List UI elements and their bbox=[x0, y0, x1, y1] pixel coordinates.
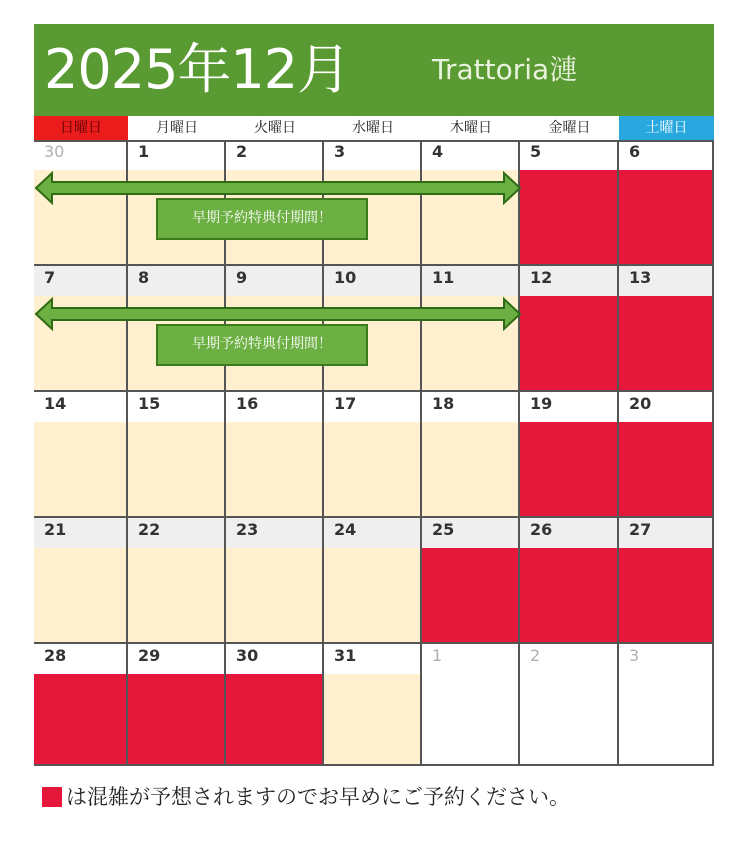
day-cell-status-busy bbox=[520, 422, 617, 516]
day-number: 1 bbox=[138, 142, 150, 161]
day-cell[interactable] bbox=[619, 392, 714, 518]
weekday-label: 火曜日 bbox=[254, 120, 296, 136]
day-cell[interactable] bbox=[226, 644, 324, 766]
day-cell-status-empty bbox=[619, 674, 712, 764]
day-number: 1 bbox=[432, 646, 443, 665]
day-cell-status-busy bbox=[520, 296, 617, 390]
day-number: 20 bbox=[629, 394, 652, 413]
day-cell[interactable] bbox=[520, 266, 619, 392]
day-cell[interactable] bbox=[128, 392, 226, 518]
day-cell-status-busy bbox=[520, 170, 617, 264]
shop-name: Trattoria漣 bbox=[432, 53, 578, 86]
day-number: 25 bbox=[432, 520, 455, 539]
weekday-label: 水曜日 bbox=[352, 120, 394, 136]
day-cell[interactable] bbox=[128, 644, 226, 766]
day-cell-status-busy bbox=[619, 422, 712, 516]
day-number: 2 bbox=[236, 142, 248, 161]
legend-note bbox=[42, 782, 570, 812]
day-number: 13 bbox=[629, 268, 652, 287]
day-cell[interactable] bbox=[34, 392, 128, 518]
day-cell[interactable] bbox=[34, 518, 128, 644]
day-number: 17 bbox=[334, 394, 357, 413]
day-number: 11 bbox=[432, 268, 455, 287]
day-number: 24 bbox=[334, 520, 357, 539]
weekday-label: 金曜日 bbox=[548, 120, 591, 136]
day-cell[interactable] bbox=[520, 392, 619, 518]
day-cell[interactable] bbox=[226, 518, 324, 644]
day-cell-status-early bbox=[226, 548, 322, 642]
calendar-header bbox=[34, 24, 714, 116]
day-cell-status-empty bbox=[422, 674, 518, 764]
day-number: 5 bbox=[530, 142, 542, 161]
early-period-badge: 早期予約特典付期間！ bbox=[156, 324, 368, 366]
day-cell[interactable] bbox=[520, 518, 619, 644]
calendar-grid bbox=[34, 140, 714, 766]
day-number: 19 bbox=[530, 394, 553, 413]
day-number: 12 bbox=[530, 268, 553, 287]
day-cell-status-busy bbox=[520, 548, 617, 642]
day-cell-status-early bbox=[34, 422, 126, 516]
day-cell-status-empty bbox=[520, 674, 617, 764]
day-number: 27 bbox=[629, 520, 652, 539]
day-cell-status-early bbox=[128, 548, 224, 642]
day-cell-status-busy bbox=[619, 548, 712, 642]
day-number: 8 bbox=[138, 268, 150, 287]
day-number: 15 bbox=[138, 394, 161, 413]
day-number: 3 bbox=[334, 142, 346, 161]
day-cell-status-busy bbox=[619, 296, 712, 390]
weekday-label: 日曜日 bbox=[34, 116, 128, 140]
day-number: 23 bbox=[236, 520, 259, 539]
day-cell-status-early bbox=[422, 422, 518, 516]
weekday-row bbox=[34, 116, 714, 140]
day-cell[interactable] bbox=[619, 266, 714, 392]
day-number: 22 bbox=[138, 520, 161, 539]
day-number: 4 bbox=[432, 142, 444, 161]
day-cell-status-early bbox=[324, 422, 420, 516]
weekday-label: 土曜日 bbox=[619, 116, 714, 140]
day-number: 2 bbox=[530, 646, 541, 665]
legend-text: は混雑が予想されますのでお早めにご予約ください。 bbox=[66, 785, 570, 809]
day-cell-status-busy bbox=[422, 548, 518, 642]
day-number: 30 bbox=[44, 142, 65, 161]
day-cell-status-busy bbox=[34, 674, 126, 764]
day-cell[interactable] bbox=[422, 518, 520, 644]
day-cell[interactable] bbox=[422, 644, 520, 766]
day-cell-status-early bbox=[34, 548, 126, 642]
day-cell[interactable] bbox=[34, 644, 128, 766]
busy-color-swatch bbox=[42, 787, 62, 807]
day-cell[interactable] bbox=[619, 518, 714, 644]
day-cell[interactable] bbox=[520, 140, 619, 266]
day-number: 31 bbox=[334, 646, 357, 665]
day-cell[interactable] bbox=[324, 644, 422, 766]
day-cell-status-early bbox=[226, 422, 322, 516]
day-number: 6 bbox=[629, 142, 641, 161]
day-cell-status-busy bbox=[226, 674, 322, 764]
day-number: 29 bbox=[138, 646, 161, 665]
day-number: 3 bbox=[629, 646, 640, 665]
day-number: 9 bbox=[236, 268, 248, 287]
day-cell-status-busy bbox=[128, 674, 224, 764]
day-number: 16 bbox=[236, 394, 259, 413]
day-number: 14 bbox=[44, 394, 67, 413]
early-period-badge: 早期予約特典付期間！ bbox=[156, 198, 368, 240]
day-cell[interactable] bbox=[324, 392, 422, 518]
month-title: 2025年12月 bbox=[44, 38, 351, 101]
day-number: 26 bbox=[530, 520, 553, 539]
day-number: 10 bbox=[334, 268, 357, 287]
day-cell[interactable] bbox=[520, 644, 619, 766]
day-cell-status-busy bbox=[619, 170, 712, 264]
day-cell[interactable] bbox=[619, 140, 714, 266]
day-cell[interactable] bbox=[324, 518, 422, 644]
day-cell[interactable] bbox=[128, 518, 226, 644]
day-number: 21 bbox=[44, 520, 67, 539]
day-cell[interactable] bbox=[226, 392, 324, 518]
day-cell[interactable] bbox=[619, 644, 714, 766]
day-cell-status-early bbox=[324, 548, 420, 642]
day-cell-status-early bbox=[128, 422, 224, 516]
day-number: 18 bbox=[432, 394, 455, 413]
day-number: 7 bbox=[44, 268, 56, 287]
day-cell-status-early bbox=[324, 674, 420, 764]
day-number: 28 bbox=[44, 646, 67, 665]
day-number: 30 bbox=[236, 646, 259, 665]
day-cell[interactable] bbox=[422, 392, 520, 518]
grid-top-border bbox=[34, 140, 714, 142]
weekday-label: 木曜日 bbox=[450, 120, 492, 136]
weekday-label: 月曜日 bbox=[156, 120, 198, 136]
